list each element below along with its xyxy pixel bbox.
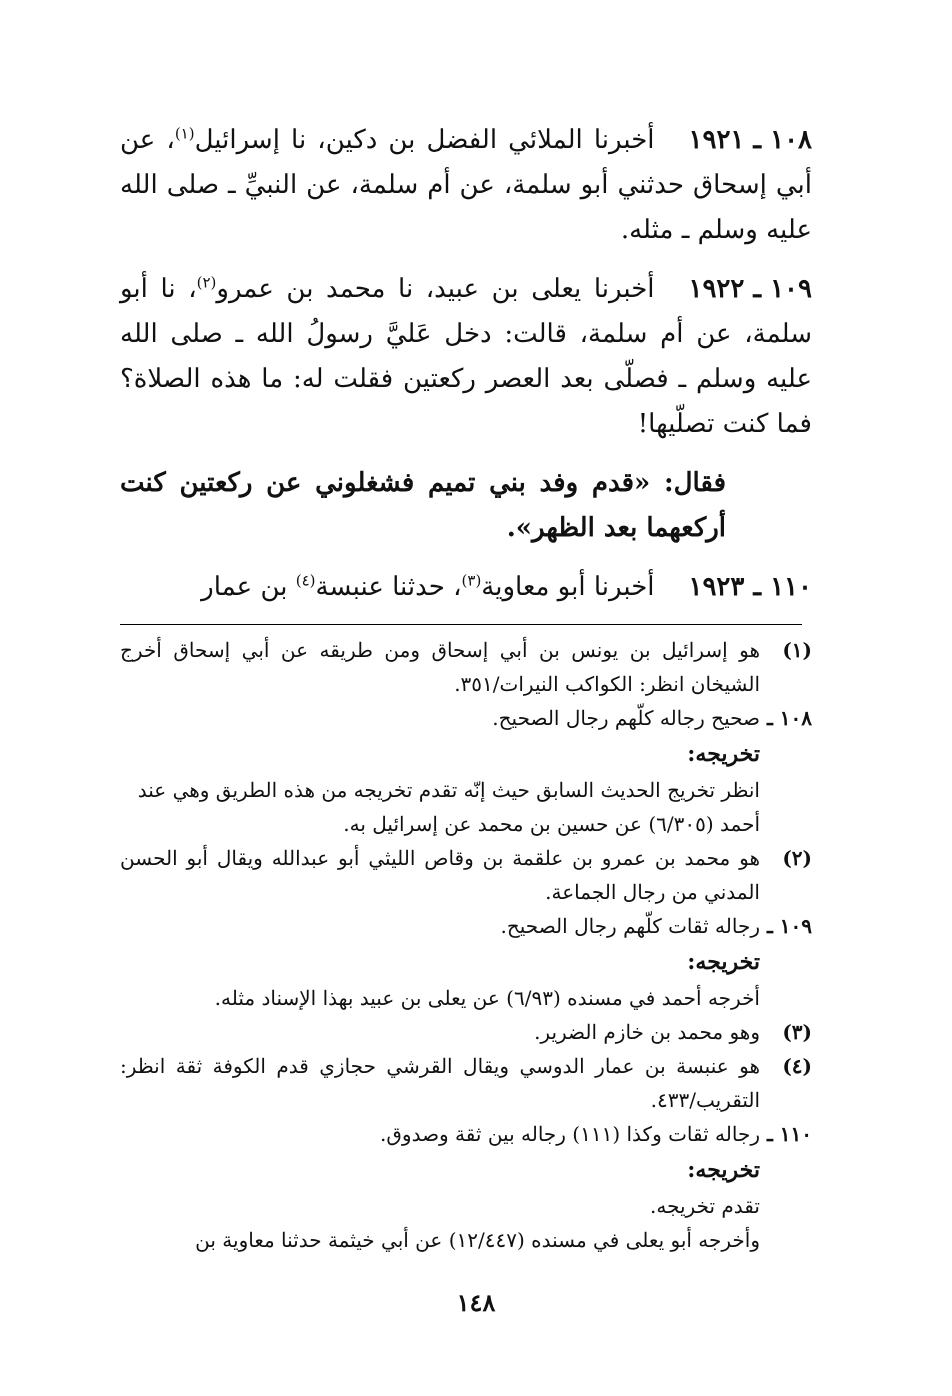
footnote-4: (٤) هو عنبسة بن عمار الدوسي ويقال القرشي حجازي قدم الكوفة ثقة انظر: التقريب/٤٣٣. [120, 1054, 812, 1112]
hadith-109: ١٠٩ ـ ١٩٢٢أخبرنا يعلى بن عبيد، نا محمد بن عمرو$^{(٢)}$، نا أبو سلمة، عن أم سلمة، قالت: دخل عَليَّ رسولُ الله ـ صلى الله عليه وسلم ـ فصلّى بعد العصر ركعتين فقلت له: ما هذه الصلاة؟ فما كنت تصلّيها! [120, 267, 812, 447]
footnote-3: (٣) وهو محمد بن خازم الضرير. [534, 1020, 812, 1044]
hadith-number: ١٠٩ ـ ١٩٢٢ [688, 274, 812, 304]
takhrij-heading: تخريجه: [687, 1157, 760, 1183]
takhrij-text: انظر تخريج الحديث السابق حيث إنّه تقدم تخريجه من هذه الطريق وهي عند أحمد (٦/٣٠٥) عن حسين بن محمد عن إسرائيل به. [137, 778, 760, 836]
hadith-number: ١١٠ ـ ١٩٢٣ [688, 572, 812, 602]
note-108: ١٠٨ ـ صحيح رجاله كلّهم رجال الصحيح. [492, 706, 812, 730]
hadith-quote: فقال: «قدم وفد بني تميم فشغلوني عن ركعتين كنت أركعهما بعد الظهر». [120, 468, 726, 543]
note-109: ١٠٩ ـ رجاله ثقات كلّهم رجال الصحيح. [500, 914, 812, 938]
footnote-divider [120, 624, 802, 625]
footnote-ref: (٤) [295, 571, 316, 590]
footnote-ref: (٣) [461, 571, 482, 590]
note-110: ١١٠ ـ رجاله ثقات وكذا (١١١) رجاله بين ثقة وصدوق. [380, 1122, 812, 1146]
main-text [120, 118, 812, 610]
takhrij-heading: تخريجه: [687, 949, 760, 975]
page-number: ١٤٨ [456, 1288, 496, 1317]
takhrij-text: وأخرجه أبو يعلى في مسنده (١٢/٤٤٧) عن أبي خيثمة حدثنا معاوية بن [195, 1228, 760, 1252]
footnote-ref: (١) [174, 124, 195, 143]
footnote-1: (١) هو إسرائيل بن يونس بن أبي إسحاق ومن طريقه عن أبي إسحاق أخرج الشيخان انظر: الكواكب النيرات/٣٥١. [120, 638, 812, 696]
takhrij-text: تقدم تخريجه. [650, 1194, 760, 1218]
hadith-110: ١١٠ ـ ١٩٢٣أخبرنا أبو معاوية$^{(٣)}$، حدثنا عنبسة$^{(٤)}$ بن عمار [120, 565, 812, 610]
footnotes [120, 633, 812, 1257]
takhrij-heading: تخريجه: [687, 741, 760, 767]
hadith-108: ١٠٨ ـ ١٩٢١أخبرنا الملائي الفضل بن دكين، نا إسرائيل$^{(١)}$، عن أبي إسحاق حدثني أبو سلمة، عن أم سلمة، عن النبيِّ ـ صلى الله عليه وسلم ـ مثله. [120, 118, 812, 253]
hadith-number: ١٠٨ ـ ١٩٢١ [688, 125, 813, 155]
footnote-ref: (٢) [196, 273, 217, 292]
page-body [120, 118, 812, 1257]
footnote-2: (٢) هو محمد بن عمرو بن علقمة بن وقاص الليثي أبو عبدالله ويقال أبو الحسن المدني من رجال الجماعة. [120, 846, 812, 904]
takhrij-text: أخرجه أحمد في مسنده (٦/٩٣) عن يعلى بن عبيد بهذا الإسناد مثله. [214, 986, 760, 1010]
